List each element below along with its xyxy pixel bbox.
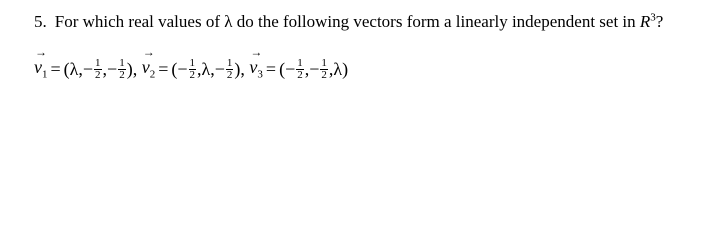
lambda-component: λ xyxy=(69,58,79,79)
fraction-one-half: $\frac{1}{2}$ xyxy=(226,56,233,81)
lambda-component: λ xyxy=(333,58,343,79)
vector-arrow-icon: → xyxy=(35,45,47,60)
vector-arrow-icon: → xyxy=(250,45,263,60)
lambda-symbol: λ xyxy=(224,12,233,31)
equals-sign: = xyxy=(158,58,169,79)
fraction-one-half: $\frac{1}{2}$ xyxy=(119,56,125,81)
fraction-one-half: $\frac{1}{2}$ xyxy=(189,56,196,81)
question-part-2: do the following vectors form a linearly independent set in xyxy=(232,12,640,31)
question-part-1: For which real values of xyxy=(54,12,225,31)
fraction-one-half: $\frac{1}{2}$ xyxy=(321,56,327,81)
fraction-one-half: $\frac{1}{2}$ xyxy=(95,56,101,81)
equals-sign: = xyxy=(50,58,61,79)
vector-definitions: → $v_1$ = ( λ , − $\frac{1}{2}$ , − $\frac{1}{2}$ ) , → $v_2$ = ( − $\frac{1}{2}$ , λ , − $\frac{1}{2}$ ) , → $v_3$ = ( − $\frac{1}{2}$ , − $\frac{1}{2}$ , λ ) xyxy=(34,45,349,81)
vector-arrow-icon: → xyxy=(142,45,155,60)
vector-v1: → $v_1$ xyxy=(34,45,48,81)
vector-v2: → $v_2$ xyxy=(141,45,156,81)
question-end-mark: ? xyxy=(655,12,664,31)
fraction-one-half: $\frac{1}{2}$ xyxy=(297,56,303,81)
vector-v3: → $v_3$ xyxy=(249,45,263,81)
question-text xyxy=(34,12,663,32)
space-exponent: 3 xyxy=(650,11,656,24)
equals-sign: = xyxy=(265,58,277,79)
space-base: R xyxy=(639,12,651,31)
lambda-component: λ xyxy=(201,58,211,79)
question-number: 5. xyxy=(34,12,47,31)
